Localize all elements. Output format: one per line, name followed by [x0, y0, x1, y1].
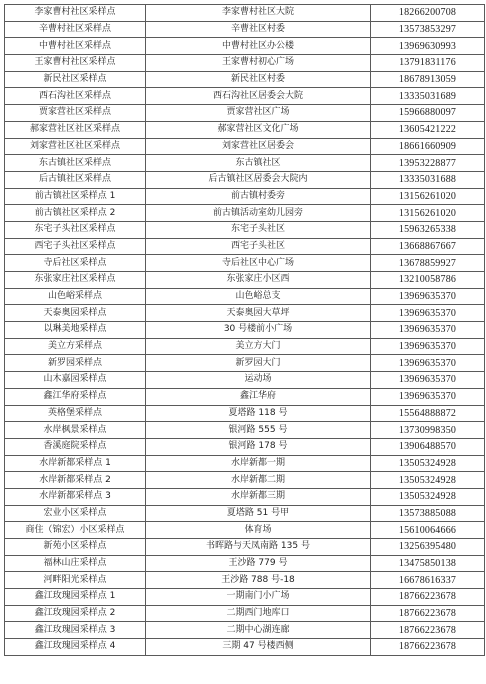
- location-cell: 美立方大门: [146, 338, 371, 355]
- location-cell: 30 号楼前小广场: [146, 322, 371, 339]
- table-row: [5, 155, 485, 172]
- phone-cell: 13573885088: [371, 505, 485, 522]
- site-name-cell: 鑫江华府采样点: [5, 388, 146, 405]
- table-row: [5, 422, 485, 439]
- location-cell: 郝家营社区文化广场: [146, 121, 371, 138]
- phone-cell: 15963265338: [371, 221, 485, 238]
- sampling-sites-table: [4, 4, 485, 656]
- table-row: [5, 388, 485, 405]
- site-name-cell: 贾家营社区采样点: [5, 105, 146, 122]
- location-cell: 天泰奥园大草坪: [146, 305, 371, 322]
- table-row: [5, 372, 485, 389]
- table-row: [5, 255, 485, 272]
- location-cell: 夏塔路 118 号: [146, 405, 371, 422]
- site-name-cell: 鑫江玫瑰园采样点 4: [5, 639, 146, 656]
- site-name-cell: 西宅子头社区采样点: [5, 238, 146, 255]
- phone-cell: 18766223678: [371, 639, 485, 656]
- location-cell: 辛曹社区村委: [146, 21, 371, 38]
- site-name-cell: 水岸新都采样点 3: [5, 488, 146, 505]
- site-name-cell: 山木嘉园采样点: [5, 372, 146, 389]
- table-row: [5, 522, 485, 539]
- table-row: [5, 355, 485, 372]
- phone-cell: 13969635370: [371, 288, 485, 305]
- site-name-cell: 水岸新都采样点 2: [5, 472, 146, 489]
- table-row: [5, 71, 485, 88]
- phone-cell: 13573853297: [371, 21, 485, 38]
- site-name-cell: 美立方采样点: [5, 338, 146, 355]
- location-cell: 一期南门小广场: [146, 589, 371, 606]
- phone-cell: 13335031688: [371, 171, 485, 188]
- location-cell: 水岸新都三期: [146, 488, 371, 505]
- table-row: [5, 589, 485, 606]
- table-row: [5, 21, 485, 38]
- site-name-cell: 鑫江玫瑰园采样点 2: [5, 605, 146, 622]
- phone-cell: 13969635370: [371, 322, 485, 339]
- table-row: [5, 622, 485, 639]
- site-name-cell: 郝家营社区社区采样点: [5, 121, 146, 138]
- site-name-cell: 河畔阳光采样点: [5, 572, 146, 589]
- table-row: [5, 188, 485, 205]
- phone-cell: 18766223678: [371, 605, 485, 622]
- table-row: [5, 488, 485, 505]
- site-name-cell: 刘家营社区社区采样点: [5, 138, 146, 155]
- phone-cell: 13668867667: [371, 238, 485, 255]
- table-row: [5, 272, 485, 289]
- table-row: [5, 505, 485, 522]
- table-row: [5, 322, 485, 339]
- phone-cell: 15564888872: [371, 405, 485, 422]
- phone-cell: 18266200708: [371, 5, 485, 22]
- site-name-cell: 英格堡采样点: [5, 405, 146, 422]
- site-name-cell: 前古镇社区采样点 2: [5, 205, 146, 222]
- location-cell: 新罗园大门: [146, 355, 371, 372]
- phone-cell: 13791831176: [371, 55, 485, 72]
- location-cell: 东古镇社区: [146, 155, 371, 172]
- table-row: [5, 221, 485, 238]
- table-row: [5, 338, 485, 355]
- phone-cell: 13505324928: [371, 472, 485, 489]
- table-row: [5, 171, 485, 188]
- site-name-cell: 后古镇社区采样点: [5, 171, 146, 188]
- table-row: [5, 555, 485, 572]
- location-cell: 运动场: [146, 372, 371, 389]
- phone-cell: 13969635370: [371, 388, 485, 405]
- site-name-cell: 水岸枫景采样点: [5, 422, 146, 439]
- phone-cell: 15610064666: [371, 522, 485, 539]
- location-cell: 前古镇村委旁: [146, 188, 371, 205]
- phone-cell: 18766223678: [371, 622, 485, 639]
- phone-cell: 13730998350: [371, 422, 485, 439]
- phone-cell: 13505324928: [371, 488, 485, 505]
- phone-cell: 13156261020: [371, 188, 485, 205]
- location-cell: 水岸新都二期: [146, 472, 371, 489]
- table-row: [5, 572, 485, 589]
- site-name-cell: 以琳美地采样点: [5, 322, 146, 339]
- site-name-cell: 福林山庄采样点: [5, 555, 146, 572]
- site-name-cell: 王家曹村社区采样点: [5, 55, 146, 72]
- site-name-cell: 寺后社区采样点: [5, 255, 146, 272]
- site-name-cell: 西石沟社区采样点: [5, 88, 146, 105]
- location-cell: 三期 47 号楼西侧: [146, 639, 371, 656]
- phone-cell: 13969630993: [371, 38, 485, 55]
- table-row: [5, 288, 485, 305]
- table-row: [5, 121, 485, 138]
- phone-cell: 15966880097: [371, 105, 485, 122]
- site-name-cell: 商住（锦宏）小区采样点: [5, 522, 146, 539]
- phone-cell: 18766223678: [371, 589, 485, 606]
- location-cell: 王沙路 779 号: [146, 555, 371, 572]
- phone-cell: 13906488570: [371, 438, 485, 455]
- location-cell: 寺后社区中心广场: [146, 255, 371, 272]
- location-cell: 贾家营社区广场: [146, 105, 371, 122]
- table-row: [5, 639, 485, 656]
- phone-cell: 18661660909: [371, 138, 485, 155]
- table-row: [5, 5, 485, 22]
- site-name-cell: 东古镇社区采样点: [5, 155, 146, 172]
- phone-cell: 13678859927: [371, 255, 485, 272]
- site-name-cell: 东宅子头社区采样点: [5, 221, 146, 238]
- table-row: [5, 138, 485, 155]
- phone-cell: 13505324928: [371, 455, 485, 472]
- location-cell: 西石沟社区居委会大院: [146, 88, 371, 105]
- site-name-cell: 新苑小区采样点: [5, 539, 146, 556]
- phone-cell: 13969635370: [371, 305, 485, 322]
- location-cell: 夏塔路 51 号甲: [146, 505, 371, 522]
- site-name-cell: 香溪庭院采样点: [5, 438, 146, 455]
- table-row: [5, 238, 485, 255]
- location-cell: 后古镇社区居委会大院内: [146, 171, 371, 188]
- table-row: [5, 438, 485, 455]
- site-name-cell: 山色峪采样点: [5, 288, 146, 305]
- site-name-cell: 水岸新都采样点 1: [5, 455, 146, 472]
- location-cell: 银河路 555 号: [146, 422, 371, 439]
- site-name-cell: 新罗园采样点: [5, 355, 146, 372]
- table-row: [5, 105, 485, 122]
- phone-cell: 18678913059: [371, 71, 485, 88]
- site-name-cell: 天泰奥园采样点: [5, 305, 146, 322]
- site-name-cell: 李家曹村社区采样点: [5, 5, 146, 22]
- location-cell: 体育场: [146, 522, 371, 539]
- location-cell: 前古镇活动室幼儿园旁: [146, 205, 371, 222]
- site-name-cell: 鑫江玫瑰园采样点 1: [5, 589, 146, 606]
- site-name-cell: 中曹村社区采样点: [5, 38, 146, 55]
- phone-cell: 13335031689: [371, 88, 485, 105]
- location-cell: 书晖路与天凤南路 135 号: [146, 539, 371, 556]
- table-row: [5, 455, 485, 472]
- location-cell: 水岸新都一期: [146, 455, 371, 472]
- location-cell: 中曹村社区办公楼: [146, 38, 371, 55]
- location-cell: 新民社区村委: [146, 71, 371, 88]
- phone-cell: 13210058786: [371, 272, 485, 289]
- phone-cell: 13969635370: [371, 355, 485, 372]
- phone-cell: 13953228877: [371, 155, 485, 172]
- table-row: [5, 88, 485, 105]
- location-cell: 山色峪总支: [146, 288, 371, 305]
- location-cell: 二期西门地库口: [146, 605, 371, 622]
- location-cell: 西宅子头社区: [146, 238, 371, 255]
- table-row: [5, 55, 485, 72]
- table-row: [5, 205, 485, 222]
- location-cell: 王沙路 788 号-18: [146, 572, 371, 589]
- table-row: [5, 472, 485, 489]
- table-row: [5, 405, 485, 422]
- table-row: [5, 605, 485, 622]
- table-row: [5, 38, 485, 55]
- location-cell: 鑫江华府: [146, 388, 371, 405]
- table-row: [5, 539, 485, 556]
- phone-cell: 13969635370: [371, 372, 485, 389]
- phone-cell: 16678616337: [371, 572, 485, 589]
- table-row: [5, 305, 485, 322]
- site-name-cell: 宏业小区采样点: [5, 505, 146, 522]
- phone-cell: 13256395480: [371, 539, 485, 556]
- phone-cell: 13605421222: [371, 121, 485, 138]
- site-name-cell: 东张家庄社区采样点: [5, 272, 146, 289]
- phone-cell: 13475850138: [371, 555, 485, 572]
- location-cell: 银河路 178 号: [146, 438, 371, 455]
- location-cell: 东宅子头社区: [146, 221, 371, 238]
- phone-cell: 13156261020: [371, 205, 485, 222]
- phone-cell: 13969635370: [371, 338, 485, 355]
- site-name-cell: 鑫江玫瑰园采样点 3: [5, 622, 146, 639]
- location-cell: 李家曹村社区大院: [146, 5, 371, 22]
- site-name-cell: 辛曹村社区采样点: [5, 21, 146, 38]
- location-cell: 刘家营社区居委会: [146, 138, 371, 155]
- location-cell: 东张家庄小区西: [146, 272, 371, 289]
- site-name-cell: 前古镇社区采样点 1: [5, 188, 146, 205]
- location-cell: 王家曹村初心广场: [146, 55, 371, 72]
- site-name-cell: 新民社区采样点: [5, 71, 146, 88]
- sampling-sites-table-body: [5, 5, 485, 656]
- location-cell: 二期中心湖连廊: [146, 622, 371, 639]
